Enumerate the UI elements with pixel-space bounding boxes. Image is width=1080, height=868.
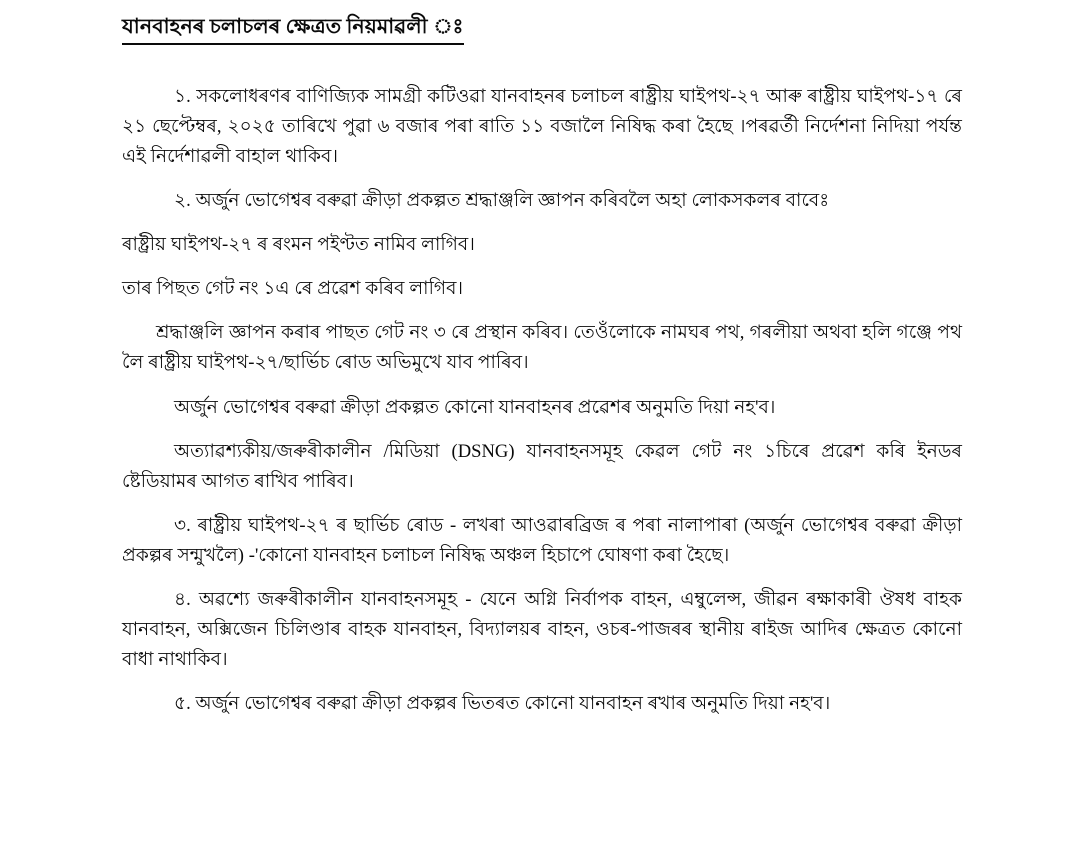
paragraph-rule-2-sub-3: শ্ৰদ্ধাঞ্জলি জ্ঞাপন কৰাৰ পাছত গেট নং ৩ ৰে প্ৰস্থান কৰিব। তেওঁলোকে নামঘৰ পথ, গৰলীয়া অথবা হলি গঞ্জে পথ লৈ ৰাষ্ট্ৰীয় ঘাইপথ-২৭/ছাৰ্ভিচ ৰোড অভিমুখে যাব পাৰিব। [122, 322, 962, 374]
paragraph-rule-2-sub-1: ৰাষ্ট্ৰীয় ঘাইপথ-২৭ ৰ ৰংমন পইণ্টত নামিব লাগিব। [122, 234, 475, 256]
paragraph-rule-1: ১. সকলোধৰণৰ বাণিজ্যিক সামগ্ৰী কটিওৱা যানবাহনৰ চলাচল ৰাষ্ট্ৰীয় ঘাইপথ-২৭ আৰু ৰাষ্ট্ৰীয় ঘাইপথ-১৭ ৰে ২১ ছেপ্টেম্বৰ, ২০২৫ তাৰিখে পুৱা ৬ বজাৰ পৰা ৰাতি ১১ বজালৈ নিষিদ্ধ কৰা হৈছে ।পৰৱৰ্তী নিৰ্দেশনা নিদিয়া পৰ্যন্ত এই নিৰ্দেশাৱলী বাহাল থাকিব। [122, 85, 962, 167]
paragraph-rule-2-sub-5: অত্যাৱশ্যকীয়/জৰুৰীকালীন /মিডিয়া (DSNG) যানবাহনসমূহ কেৱল গেট নং ১চিৰে প্ৰৱেশ কৰি ইনডৰ ষ্টেডিয়ামৰ আগত ৰাখিব পাৰিব। [122, 440, 962, 492]
paragraph-rule-2-sub-2: তাৰ পিছত গেট নং ১এ ৰে প্ৰৱেশ কৰিব লাগিব। [122, 278, 464, 300]
paragraph-rule-2-sub-4: অৰ্জুন ভোগেশ্বৰ বৰুৱা ক্ৰীড়া প্ৰকল্পত কোনো যানবাহনৰ প্ৰৱেশৰ অনুমতি দিয়া নহ'ব। [174, 396, 776, 418]
paragraph-rule-2: ২. অৰ্জুন ভোগেশ্বৰ বৰুৱা ক্ৰীড়া প্ৰকল্পত শ্ৰদ্ধাঞ্জলি জ্ঞাপন কৰিবলৈ অহা লোকসকলৰ বাবেঃ [174, 190, 830, 211]
paragraph-rule-4: ৪. অৱশ্যে জৰুৰীকালীন যানবাহনসমূহ - যেনে অগ্নি নিৰ্বাপক বাহন, এম্বুলেন্স, জীৱন ৰক্ষাকাৰী ঔষধ বাহক যানবাহন, অক্সিজেন চিলিণ্ডাৰ বাহক যানবাহন, বিদ্যালয়ৰ বাহন, ওচৰ-পাজৰৰ স্থানীয় ৰাইজ আদিৰ ক্ষেত্ৰত কোনো বাধা নাথাকিব। [122, 589, 962, 671]
page-title-wrapper [122, 14, 962, 64]
paragraph-rule-3: ৩. ৰাষ্ট্ৰীয় ঘাইপথ-২৭ ৰ ছাৰ্ভিচ ৰোড - লখৰা আওৱাৰব্ৰিজ ৰ পৰা নালাপাৰা (অৰ্জুন ভোগেশ্বৰ বৰুৱা ক্ৰীড়া প্ৰকল্পৰ সন্মুখলৈ) -'কোনো যানবাহন চলাচল নিষিদ্ধ অঞ্চল হিচাপে ঘোষণা কৰা হৈছে। [122, 514, 962, 566]
paragraph-rule-5: ৫. অৰ্জুন ভোগেশ্বৰ বৰুৱা ক্ৰীড়া প্ৰকল্পৰ ভিতৰত কোনো যানবাহন ৰখাৰ অনুমতি দিয়া নহ'ব। [174, 693, 831, 715]
document-body [122, 14, 962, 720]
page-title: যানবাহনৰ চলাচলৰ ক্ষেত্ৰত নিয়মাৱলী ঃ [122, 14, 464, 45]
